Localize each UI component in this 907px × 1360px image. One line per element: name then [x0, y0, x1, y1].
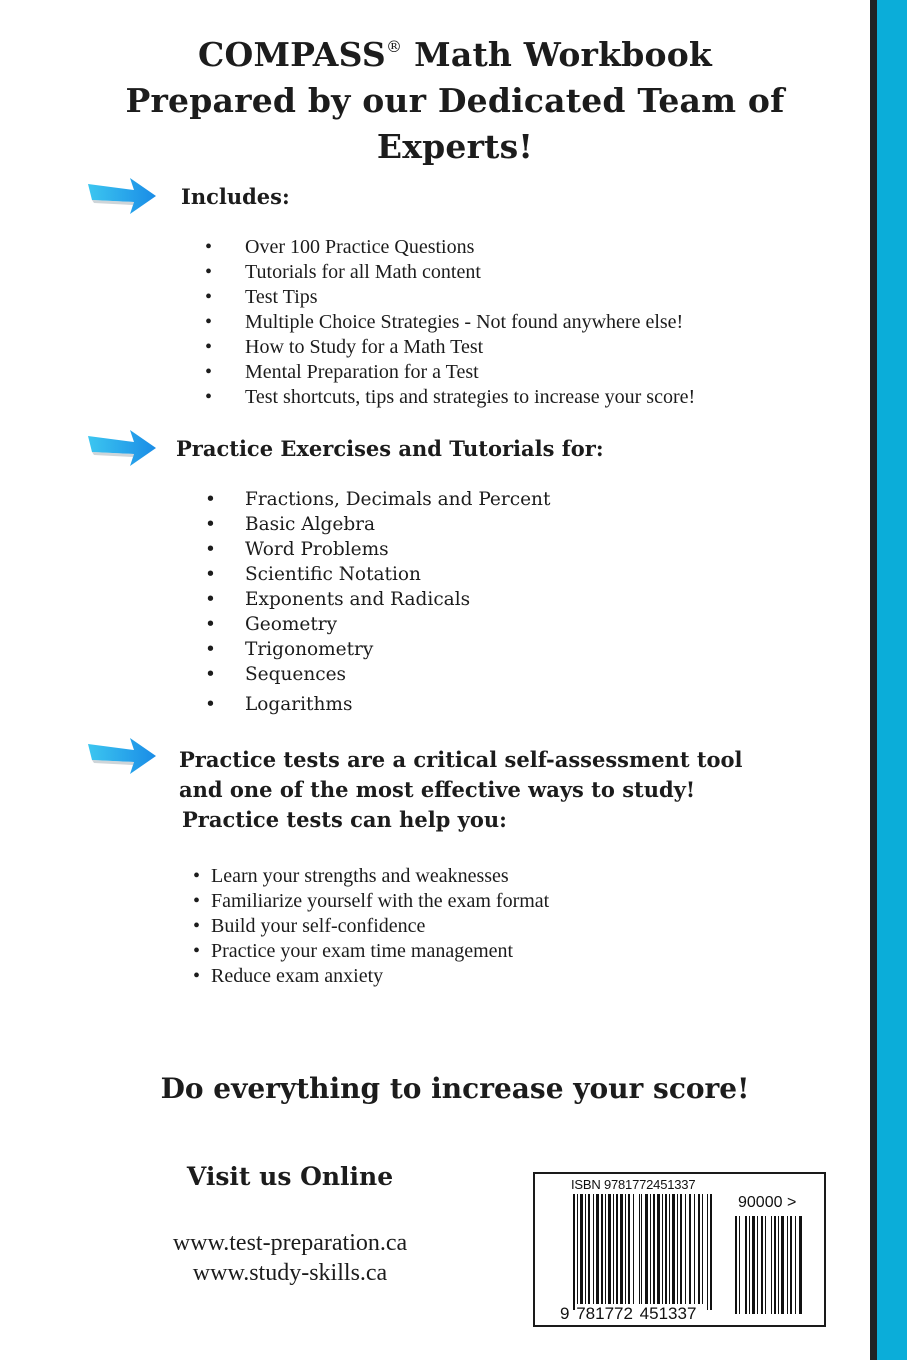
- list-item: • Logarithms: [205, 692, 550, 717]
- isbn-barcode: [533, 1172, 826, 1327]
- addon-marker: >: [786, 1194, 797, 1211]
- visit-online-label: Visit us Online: [186, 1162, 394, 1191]
- benefits-list: [193, 864, 549, 989]
- title-line-1: [40, 24, 870, 78]
- heading-line: Practice tests are a critical self-assessment tool: [179, 747, 743, 772]
- list-item: • Exponents and Radicals: [205, 587, 550, 612]
- isbn-label: ISBN 9781772451337: [571, 1177, 696, 1192]
- addon-code: 90000: [738, 1194, 783, 1211]
- arrow-right-icon: [86, 176, 158, 216]
- list-item: • Test Tips: [205, 285, 695, 310]
- digits-group: 781772: [576, 1304, 633, 1323]
- section-heading-includes: Includes:: [181, 184, 290, 209]
- arrow-right-icon: [86, 736, 158, 776]
- list-item: • Build your self-confidence: [193, 914, 549, 939]
- website-link-study-skills[interactable]: www.study-skills.ca: [192, 1260, 388, 1286]
- call-to-action: Do everything to increase your score!: [160, 1072, 750, 1105]
- list-item: • Sequences: [205, 662, 550, 687]
- includes-list: [205, 235, 695, 410]
- barcode-bars-icon: [573, 1194, 713, 1310]
- list-item: • How to Study for a Math Test: [205, 335, 695, 360]
- website-link-test-preparation[interactable]: www.test-preparation.ca: [172, 1230, 408, 1256]
- list-item: • Tutorials for all Math content: [205, 260, 695, 285]
- brand-name: COMPASS: [198, 35, 386, 74]
- topics-list: [205, 487, 550, 717]
- list-item: • Scientific Notation: [205, 562, 550, 587]
- price-addon-label: [738, 1194, 796, 1212]
- website-links: [120, 1228, 460, 1288]
- barcode-digits: [559, 1304, 697, 1324]
- list-item: • Practice your exam time management: [193, 939, 549, 964]
- addon-barcode-bars-icon: [735, 1216, 807, 1314]
- section-heading-practice-tests: [179, 745, 743, 835]
- list-item: • Word Problems: [205, 537, 550, 562]
- arrow-right-icon: [86, 428, 158, 468]
- list-item: • Fractions, Decimals and Percent: [205, 487, 550, 512]
- spine-edge-blue: [877, 0, 907, 1360]
- list-item: • Familiarize yourself with the exam format: [193, 889, 549, 914]
- registered-mark: ®: [385, 37, 403, 56]
- heading-line: Practice tests can help you:: [182, 807, 507, 832]
- list-item: • Learn your strengths and weaknesses: [193, 864, 549, 889]
- digits-group: 9: [560, 1304, 570, 1323]
- section-heading-practice-exercises: Practice Exercises and Tutorials for:: [176, 436, 604, 461]
- heading-line: and one of the most effective ways to study!: [179, 777, 696, 802]
- list-item: • Reduce exam anxiety: [193, 964, 549, 989]
- list-item: • Basic Algebra: [205, 512, 550, 537]
- list-item: • Mental Preparation for a Test: [205, 360, 695, 385]
- title-line-3: Experts!: [376, 127, 534, 166]
- title-subject: Math Workbook: [414, 35, 712, 74]
- list-item: • Multiple Choice Strategies - Not found anywhere else!: [205, 310, 695, 335]
- list-item: • Test shortcuts, tips and strategies to increase your score!: [205, 385, 695, 410]
- title-line-2: Prepared by our Dedicated Team of: [125, 81, 785, 120]
- list-item: • Geometry: [205, 612, 550, 637]
- cover-title: [40, 24, 870, 170]
- digits-group: 451337: [639, 1304, 697, 1323]
- list-item: • Over 100 Practice Questions: [205, 235, 695, 260]
- list-item: • Trigonometry: [205, 637, 550, 662]
- spine-edge-dark: [870, 0, 877, 1360]
